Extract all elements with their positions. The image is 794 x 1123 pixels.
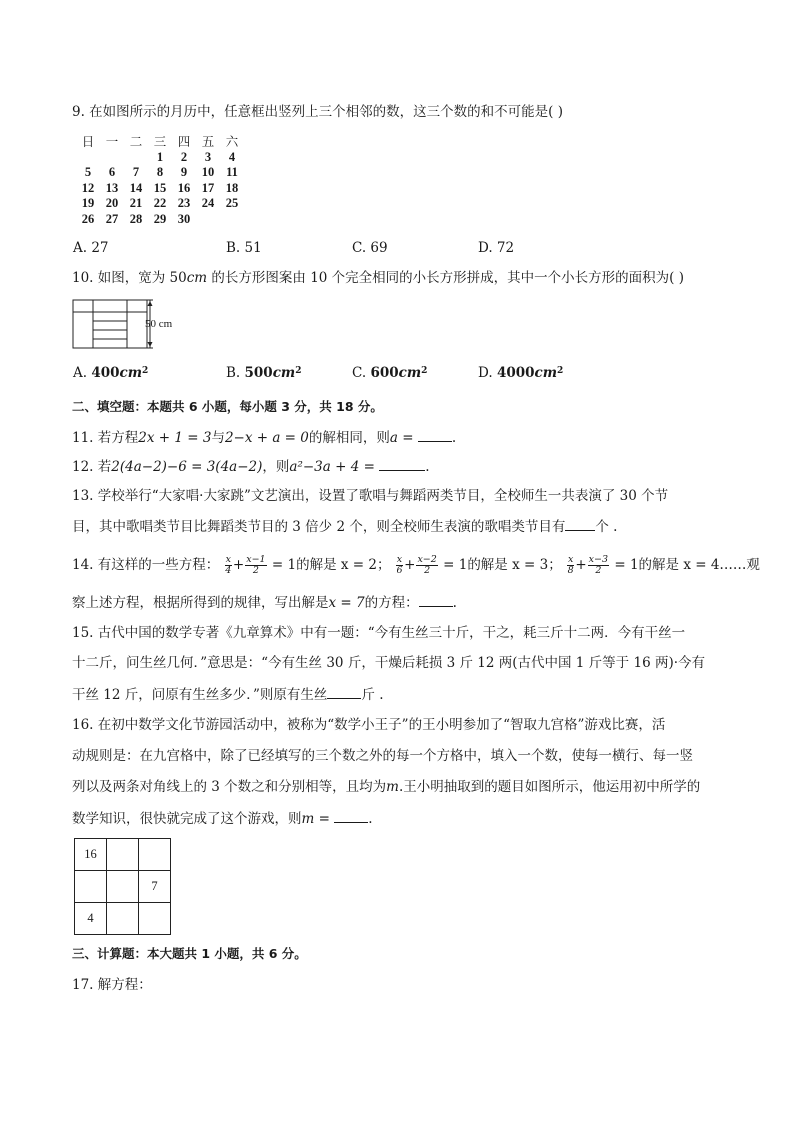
q10-option-unit: cm <box>534 365 558 381</box>
fraction: $\frac{x-2}{2}$ <box>417 554 437 576</box>
q14-intro: 14. 有这样的一些方程： <box>72 557 220 573</box>
calendar-day <box>124 150 148 166</box>
q10-option-value: 4000 <box>496 365 535 381</box>
calendar-day: 27 <box>105 211 119 226</box>
q16-line4a: 数学知识，很快就完成了这个游戏，则 <box>72 811 302 827</box>
fraction: $\frac{x}{6}$ <box>396 554 403 576</box>
calendar-day: 9 <box>180 165 188 179</box>
q9-option-c: C. 69 <box>352 240 388 256</box>
calendar-day: 2 <box>180 149 188 164</box>
calendar-day: 28 <box>129 211 143 226</box>
q11-a: 11. 若方程 <box>72 430 139 446</box>
q10-option-letter: A. <box>73 365 92 381</box>
calendar-day: 20 <box>105 196 119 210</box>
q12-line: 12. 若2(4a−2)−6 = 3(4a−2)，则a²−3a + 4 = . <box>72 456 430 477</box>
grid-cell <box>139 903 171 935</box>
q16-line4 <box>72 808 373 829</box>
weekday: 六 <box>225 134 239 149</box>
q14-sol: 的解是 x = 2； <box>296 557 391 573</box>
q13-line2b: 个 . <box>595 519 618 535</box>
calendar-day: 7 <box>132 165 140 179</box>
answer-blank[interactable] <box>334 808 368 823</box>
weekday: 二 <box>129 134 143 149</box>
grid-cell <box>75 871 107 903</box>
q14-eq-rhs: = 1 <box>438 557 468 573</box>
q13-line2a: 目，其中歌唱类节目比舞蹈类节目的 3 倍少 2 个，则全校师生表演的歌唱类节目有 <box>72 519 566 535</box>
calendar-day: 12 <box>81 180 95 195</box>
fraction: $\frac{x-3}{2}$ <box>588 554 609 576</box>
q14-line2b: 的方程： <box>364 595 419 611</box>
q15-line3a: 干丝 12 斤，问原有生丝多少．”则原有生丝 <box>72 687 328 703</box>
calendar-day: 16 <box>177 180 191 195</box>
q10-option-exp: 2 <box>295 366 302 376</box>
calendar-day <box>100 150 124 166</box>
weekday: 五 <box>201 134 215 149</box>
calendar-day: 19 <box>81 196 95 210</box>
q10-text-a: 10. 如图，宽为 50 <box>72 270 187 286</box>
q10-option-value: 500 <box>244 365 273 381</box>
calendar-day: 26 <box>81 211 95 226</box>
rectangle-pattern-figure <box>72 298 192 352</box>
q16-var: m <box>386 779 399 795</box>
q13-line2 <box>72 516 617 537</box>
calendar-day: 17 <box>201 180 215 195</box>
calendar-row <box>76 150 244 166</box>
q10-option-exp: 2 <box>421 366 428 376</box>
q9-option-a: A. 27 <box>73 240 109 256</box>
weekday: 日 <box>81 134 95 149</box>
calendar-day: 4 <box>228 149 236 164</box>
q17-text: 17. 解方程： <box>72 977 152 993</box>
calendar-day: 29 <box>153 211 167 226</box>
calendar-day: 3 <box>204 149 212 164</box>
fraction: $\frac{x}{4}$ <box>225 554 232 576</box>
q10-text-b: 的长方形图案由 10 个完全相同的小长方形拼成，其中一个小长方形的面积为( ) <box>207 270 684 286</box>
q10-option-value: 600 <box>370 365 399 381</box>
calendar-day: 13 <box>105 180 119 195</box>
q14-eq-rhs: = 1 <box>610 557 639 573</box>
calendar-row <box>76 212 244 228</box>
q16-line2: 动规则是：在九宫格中，除了已经填写的三个数之外的每一个方格中，填入一个数，使每一横行、每一竖 <box>72 748 693 764</box>
q10-option-letter: D. <box>478 365 497 381</box>
q14-sol: 的解是 x = 3； <box>467 557 562 573</box>
q10-option-unit: cm <box>119 365 143 381</box>
q16-line3b: .王小明抽取到的题目如图所示，他运用初中所学的 <box>398 779 701 795</box>
q10-option-c <box>352 363 427 383</box>
q10-option-letter: B. <box>226 365 245 381</box>
calendar-day: 10 <box>201 165 215 179</box>
q12-eq: 2(4a−2)−6 = 3(4a−2) <box>111 459 263 475</box>
grid-cell <box>107 871 139 903</box>
q15-line3b: 斤 . <box>361 687 384 703</box>
q14-sol: 的解是 x = 4……观 <box>638 557 760 573</box>
q10-figure-label: 50 cm <box>145 318 173 330</box>
q14-line1: 14. 有这样的一些方程： $\frac{x}{4}$ + $\frac{x-1}{2}$ = 1的解是 x = 2； $\frac{x}{6}$ + $\frac{x-2}{2}$ = 1的解是 x = 3； $\frac{x}{8}$ + $\frac{x-3}{2}$ = 1的解是 x = 4……观 <box>72 554 760 576</box>
fraction: $\frac{x}{8}$ <box>567 554 574 576</box>
q14-eq-rhs: = 1 <box>267 557 297 573</box>
q11-line: 11. 若方程2x + 1 = 3与2−x + a = 0的解相同，则a = . <box>72 427 456 448</box>
q11-eq2: 2−x + a = 0 <box>224 430 309 446</box>
q14-line2 <box>72 592 457 613</box>
weekday: 三 <box>153 134 167 149</box>
grid-cell: 16 <box>75 839 107 871</box>
answer-blank[interactable] <box>419 592 453 607</box>
nine-grid <box>74 838 171 935</box>
calendar-day: 24 <box>201 196 215 210</box>
q10-option-value: 400 <box>91 365 120 381</box>
section-2-heading: 二、填空题：本题共 6 小题，每小题 3 分，共 18 分。 <box>72 399 383 414</box>
q13-line1: 13. 学校举行“大家唱·大家跳”文艺演出，设置了歌唱与舞蹈两类节目，全校师生一共表演了 30 个节 <box>72 488 669 504</box>
q14-line2end: . <box>452 595 457 611</box>
q9-option-d: D. 72 <box>478 240 515 256</box>
weekday: 四 <box>177 134 191 149</box>
q11-eq1: 2x + 1 = 3 <box>138 430 212 446</box>
q16-line1: 16. 在初中数学文化节游园活动中，被称为“数学小王子”的王小明参加了“智取九宫格”游戏比赛，活 <box>72 717 666 733</box>
calendar-row <box>76 196 244 212</box>
q16-var: m <box>301 811 315 827</box>
fraction: $\frac{x-1}{2}$ <box>246 554 266 576</box>
calendar-day: 18 <box>225 180 239 195</box>
calendar-day: 30 <box>177 211 191 226</box>
q14-line2a: 察上述方程，根据所得到的规律，写出解是 <box>72 595 329 611</box>
calendar-day: 5 <box>84 165 92 179</box>
calendar-day <box>76 150 100 166</box>
answer-blank[interactable] <box>327 684 361 699</box>
grid-cell: 4 <box>75 903 107 935</box>
calendar-row <box>76 165 244 181</box>
q12-expr: a²−3a + 4 <box>289 459 360 475</box>
q9-option-b: B. 51 <box>226 240 262 256</box>
calendar-day: 23 <box>177 196 191 210</box>
q10-option-a <box>73 363 148 383</box>
section-3-heading: 三、计算题：本大题共 1 小题，共 6 分。 <box>72 946 307 961</box>
calendar-table <box>76 134 244 227</box>
q16-line3 <box>72 777 700 797</box>
q10-unit: cm <box>186 270 208 286</box>
calendar-day: 8 <box>156 165 164 179</box>
calendar-day <box>196 212 220 228</box>
weekday: 一 <box>105 134 119 149</box>
grid-cell: 7 <box>139 871 171 903</box>
answer-blank[interactable] <box>565 516 595 531</box>
grid-cell <box>139 839 171 871</box>
calendar-day: 14 <box>129 180 143 195</box>
q10-option-exp: 2 <box>142 366 149 376</box>
q12-c: = <box>359 459 380 475</box>
q12-b: ，则 <box>262 459 290 475</box>
calendar-weekday-row <box>76 134 244 150</box>
answer-blank[interactable] <box>418 427 452 442</box>
calendar-day: 15 <box>153 180 167 195</box>
calendar-row <box>76 181 244 197</box>
q16-line3a: 列以及两条对角线上的 3 个数之和分别相等，且均为 <box>72 779 387 795</box>
q15-line2: 十二斤，问生丝几何．”意思是：“今有生丝 30 斤，干燥后耗损 3 斤 12 两(古代中国 1 斤等于 16 两)·今有 <box>72 655 706 671</box>
calendar-day: 11 <box>226 165 238 179</box>
q10-option-unit: cm <box>272 365 296 381</box>
q10-option-letter: C. <box>352 365 371 381</box>
q11-d: = <box>397 430 418 446</box>
calendar-day: 22 <box>153 196 167 210</box>
answer-blank[interactable] <box>379 456 425 471</box>
q9-text: 9. 在如图所示的月历中，任意框出竖列上三个相邻的数，这三个数的和不可能是( ) <box>72 104 563 120</box>
q12-a: 12. 若 <box>72 459 112 475</box>
calendar-day: 6 <box>108 165 116 179</box>
q11-c: 的解相同，则 <box>308 430 390 446</box>
q11-b: 与 <box>211 430 225 446</box>
q14-line2var: x = 7 <box>328 595 365 611</box>
calendar-day: 25 <box>225 196 239 210</box>
q10-text <box>72 268 684 288</box>
grid-cell <box>107 903 139 935</box>
q10-option-d <box>478 363 563 383</box>
q10-option-exp: 2 <box>557 366 564 376</box>
grid-cell <box>107 839 139 871</box>
q16-line4end: . <box>368 811 373 827</box>
q15-line3 <box>72 684 384 705</box>
calendar-day: 21 <box>129 196 143 210</box>
calendar-day: 1 <box>156 149 164 164</box>
q15-line1: 15. 古代中国的数学专著《九章算术》中有一题：“今有生丝三十斤，干之，耗三斤十二两．今有干丝一 <box>72 625 686 641</box>
q11-var: a <box>389 430 398 446</box>
q16-line4b: = <box>314 811 335 827</box>
calendar-day <box>220 212 244 228</box>
q10-option-unit: cm <box>398 365 422 381</box>
q10-option-b <box>226 363 301 383</box>
